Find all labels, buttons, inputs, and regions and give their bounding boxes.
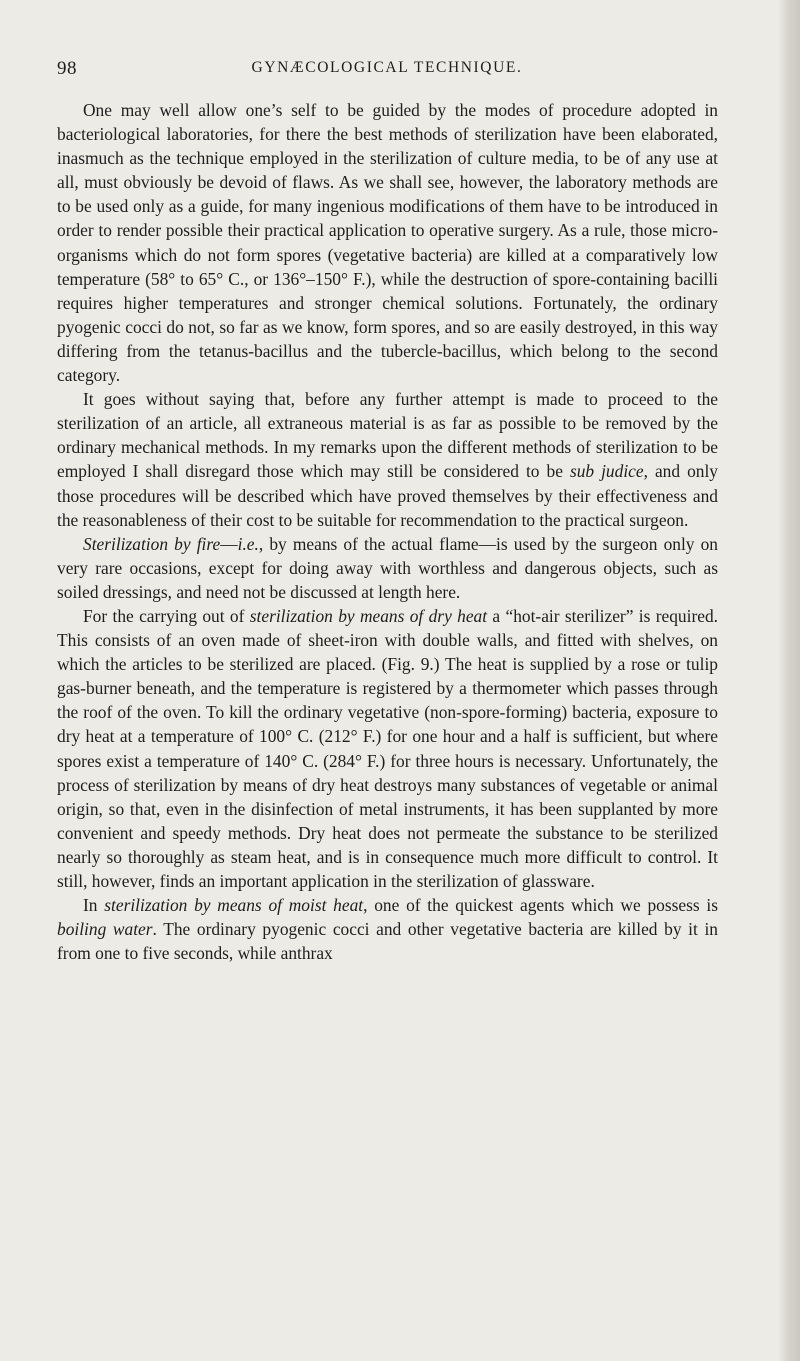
page-edge-shadow	[778, 0, 800, 1361]
paragraph	[57, 532, 718, 604]
italic-text-segment: sterilization by means of moist heat	[104, 895, 364, 916]
italic-text-segment: i.e.	[237, 533, 259, 554]
italic-text-segment: sterilization by means of dry heat	[249, 605, 488, 626]
text-segment: —	[220, 533, 238, 554]
paragraph	[57, 98, 718, 387]
paragraph	[57, 604, 718, 893]
paragraph	[57, 893, 718, 965]
text-segment: In	[83, 895, 105, 916]
page-number: 98	[57, 58, 77, 79]
text-segment: , by means of the actual flame—is used by the surgeon only on very rare occasions, except for doing away with worthless and dangerous objects, such as soiled dressings, and need not be discussed at length here.	[57, 533, 719, 602]
page-header	[57, 58, 717, 82]
running-head: GYNÆCOLOGICAL TECHNIQUE.	[251, 59, 523, 76]
text-segment: It goes without saying that, before any further attempt is made to proceed to the sterilization of an article, all extraneous material is as far as possible to be removed by the ordinary mechanical methods. In my remarks upon the different methods of sterilization to be employed I shall disregard those which may still be considered to be	[57, 389, 718, 482]
text-segment: One may well allow one’s self to be guided by the modes of procedure adopted in bacteriological laboratories, for there the best methods of sterilization have been elaborated, inasmuch as the technique employed in the sterilization of culture media, to be of any use at all, must obviously be devoid of flaws. As we shall see, however, the laboratory methods are to be used only as a guide, for many ingenious modifications of them have to be introduced in order to render possible their practical application to operative surgery. As a rule, those micro-organisms which do not form spores (vegetative bacteria) are killed at a comparatively low temperature (58° to 65° C., or 136°–150° F.), while the destruction of spore-containing bacilli requires higher temperatures and stronger chemical solutions. Fortunately, the ordinary pyogenic cocci do not, so far as we know, form spores, and so are easily destroyed, in this way differing from the tetanus-bacillus and the tubercle-bacillus, which belong to the second category.	[57, 100, 718, 386]
text-segment: a “hot-air sterilizer” is required. This consists of an oven made of sheet-iron with double walls, and fitted with shelves, on which the articles to be sterilized are placed. (Fig. 9.) The heat is supplied by a rose or tulip gas-burner beneath, and the temperature is registered by a thermometer which passes through the roof of the oven. To kill the ordinary vegetative (non-spore-forming) bacteria, exposure to dry heat at a temperature of 100° C. (212° F.) for one hour and a half is sufficient, but where spores exist a temperature of 140° C. (284° F.) for three hours is necessary. Unfortunately, the process of sterilization by means of dry heat destroys many substances of vegetable or animal origin, so that, even in the disinfection of metal instruments, it has been supplanted by more convenient and speedy methods. Dry heat does not permeate the substance to be sterilized nearly so thoroughly as steam heat, and is in consequence much more difficult to control. It still, however, finds an important application in the sterilization of glassware.	[57, 605, 719, 891]
text-segment: For the carrying out of	[83, 605, 250, 626]
italic-text-segment: Sterilization by fire	[83, 533, 221, 554]
text-segment: , and only those procedures will be described which have proved themselves by their effectiveness and the reasonableness of their cost to be suitable for recommendation to the practical surgeon.	[57, 461, 718, 530]
text-segment: , one of the quickest agents which we possess is	[363, 895, 718, 916]
paragraph	[57, 387, 718, 532]
italic-text-segment: boiling water	[57, 919, 153, 940]
text-segment: . The ordinary pyogenic cocci and other vegetative bacteria are killed by it in from one to five seconds, while anthrax	[57, 919, 718, 964]
italic-text-segment: sub judice	[569, 461, 644, 482]
body-text	[57, 98, 718, 965]
